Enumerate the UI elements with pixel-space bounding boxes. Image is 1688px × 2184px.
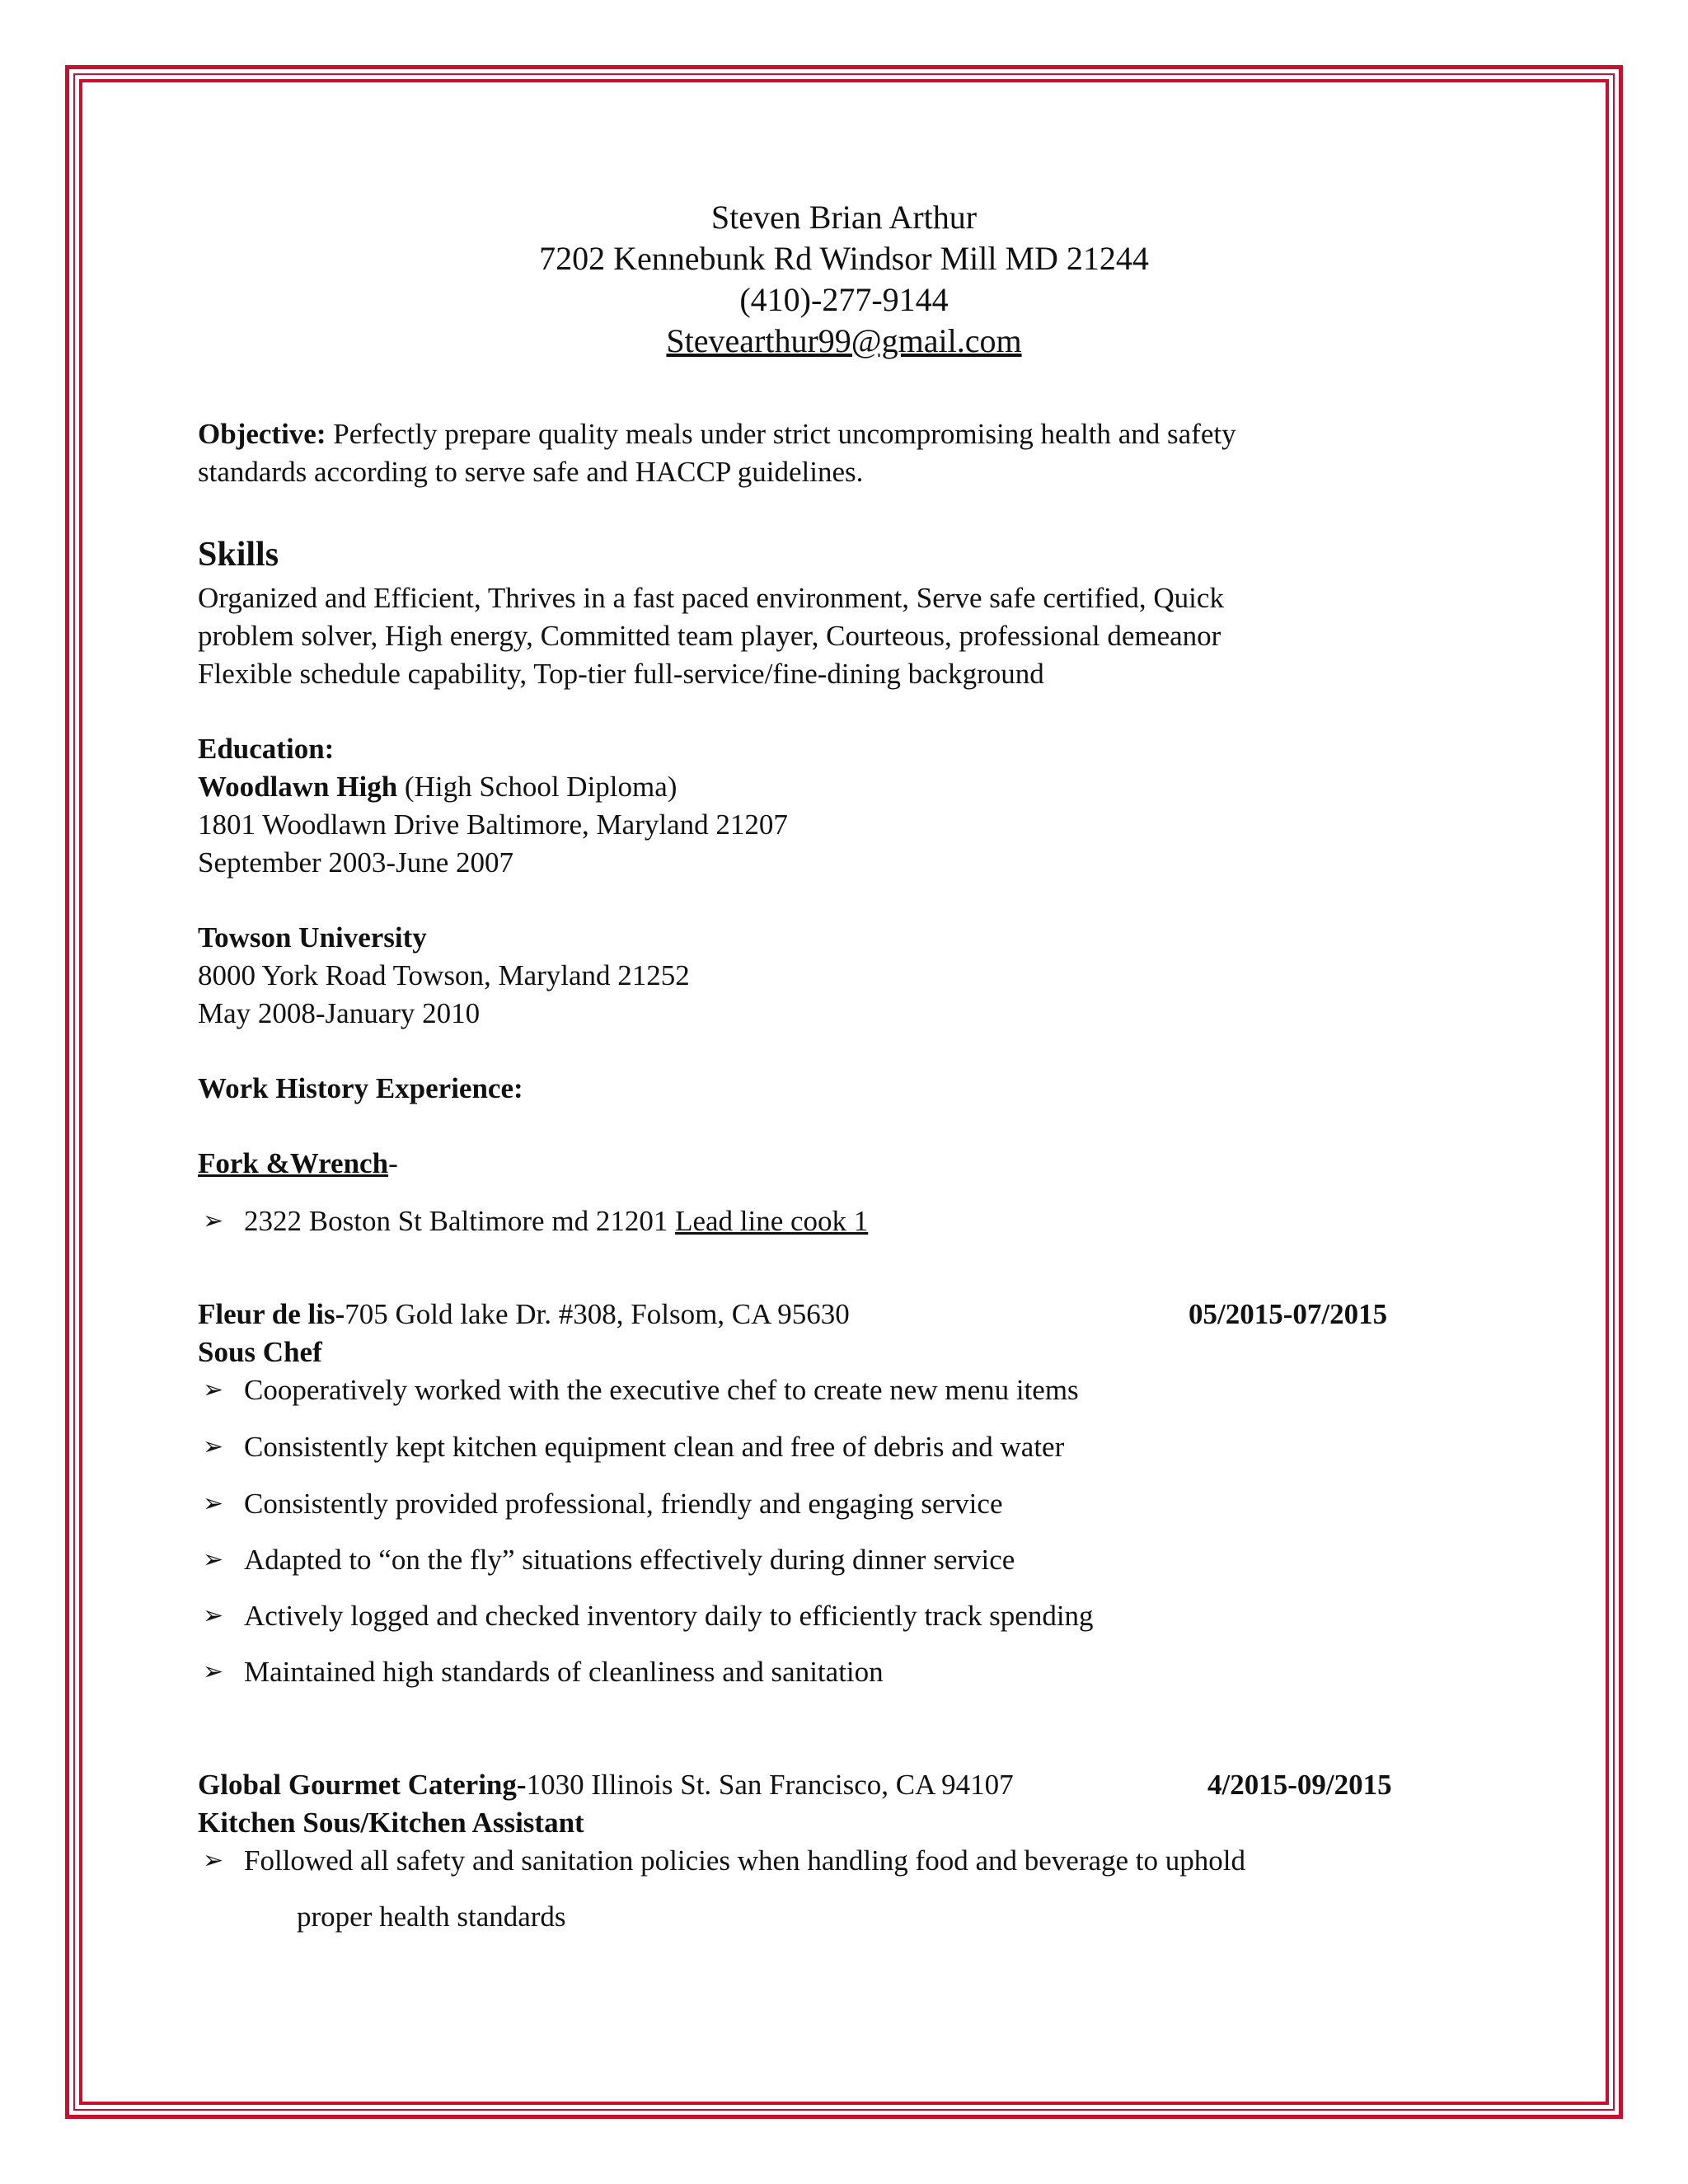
school-2-name: Towson University (198, 921, 427, 954)
arrow-bullet-icon: ➢ (203, 1846, 224, 1875)
job-2-bullet-5-text: Actively logged and checked inventory daily to efficiently track spending (244, 1600, 1094, 1632)
arrow-bullet-icon: ➢ (203, 1432, 224, 1461)
job-2-header (198, 1296, 850, 1333)
skills-line-2: problem solver, High energy, Committed team player, Courteous, professional demeanor (198, 620, 1221, 652)
job-2-dates: 05/2015-07/2015 (1189, 1298, 1388, 1330)
arrow-bullet-icon: ➢ (203, 1545, 224, 1574)
job-2-bullet-6-text: Maintained high standards of cleanliness and sanitation (244, 1656, 884, 1688)
job-1-bullet (203, 1202, 869, 1240)
job-3-bullet-1-text: Followed all safety and sanitation policies when handling food and beverage to uphold (244, 1844, 1245, 1877)
job-3-dates: 4/2015-09/2015 (1207, 1769, 1392, 1801)
job-3-location: 1030 Illinois St. San Francisco, CA 94107 (526, 1769, 1014, 1801)
school-2-dates: May 2008-January 2010 (198, 997, 481, 1029)
arrow-bullet-icon: ➢ (203, 1601, 224, 1630)
job-2-bullet-6 (203, 1653, 884, 1691)
job-1-company: Fork &Wrench (198, 1147, 389, 1179)
job-2-company: Fleur de lis- (198, 1298, 345, 1330)
applicant-email-link[interactable]: Stevearthur99@gmail.com (666, 322, 1022, 359)
applicant-name: Steven Brian Arthur (710, 199, 978, 236)
arrow-bullet-icon: ➢ (203, 1376, 224, 1404)
contact-header (0, 197, 1688, 362)
school-2-address: 8000 York Road Towson, Maryland 21252 (198, 959, 690, 991)
job-2-bullet-1-text: Cooperatively worked with the executive chef to create new menu items (244, 1374, 1079, 1406)
job-3-header (198, 1766, 1014, 1804)
job-3-title: Kitchen Sous/Kitchen Assistant (198, 1807, 584, 1839)
school-1-address: 1801 Woodlawn Drive Baltimore, Maryland 21207 (198, 808, 788, 841)
skills-heading: Skills (198, 536, 279, 574)
objective-label: Objective: (198, 418, 326, 450)
skills-line-1: Organized and Efficient, Thrives in a fast paced environment, Serve safe certified, Quick (198, 582, 1224, 614)
education-heading: Education: (198, 733, 335, 765)
school-1-detail: (High School Diploma) (397, 771, 678, 803)
job-2-bullet-1 (203, 1371, 1079, 1409)
job-3-company: Global Gourmet Catering- (198, 1769, 527, 1801)
job-1-header (198, 1145, 398, 1183)
objective-text-1: Perfectly prepare quality meals under strict uncompromising health and safety (326, 418, 1236, 450)
job-2-bullet-4 (203, 1541, 1015, 1579)
job-2-title: Sous Chef (198, 1336, 322, 1368)
arrow-bullet-icon: ➢ (203, 1657, 224, 1686)
job-1-suffix: - (388, 1147, 398, 1179)
work-heading: Work History Experience: (198, 1072, 523, 1104)
job-2-bullet-5 (203, 1597, 1094, 1635)
job-2-location: 705 Gold lake Dr. #308, Folsom, CA 95630 (345, 1298, 850, 1330)
school-1-dates: September 2003-June 2007 (198, 846, 513, 879)
arrow-bullet-icon: ➢ (203, 1489, 224, 1518)
objective-line-2: standards according to serve safe and HACCP guidelines. (198, 456, 864, 488)
job-1-address: 2322 Boston St Baltimore md 21201 (244, 1205, 676, 1237)
job-2-bullet-4-text: Adapted to “on the fly” situations effectively during dinner service (244, 1544, 1015, 1576)
skills-line-3: Flexible schedule capability, Top-tier full-service/fine-dining background (198, 658, 1044, 690)
objective-line-1 (198, 415, 1236, 453)
job-2-bullet-3-text: Consistently provided professional, friendly and engaging service (244, 1488, 1003, 1520)
applicant-address: 7202 Kennebunk Rd Windsor Mill MD 21244 (539, 240, 1149, 277)
job-3-bullet-1 (203, 1842, 1245, 1880)
school-1-name: Woodlawn High (198, 771, 398, 803)
job-1-role: Lead line cook 1 (675, 1205, 869, 1237)
school-1-title (198, 768, 677, 806)
job-2-bullet-3 (203, 1485, 1003, 1523)
job-2-bullet-2 (203, 1428, 1065, 1466)
applicant-phone: (410)-277-9144 (739, 281, 949, 318)
job-3-bullet-1-continuation: proper health standards (297, 1900, 566, 1933)
arrow-bullet-icon: ➢ (203, 1207, 224, 1235)
job-2-bullet-2-text: Consistently kept kitchen equipment clean and free of debris and water (244, 1431, 1065, 1463)
